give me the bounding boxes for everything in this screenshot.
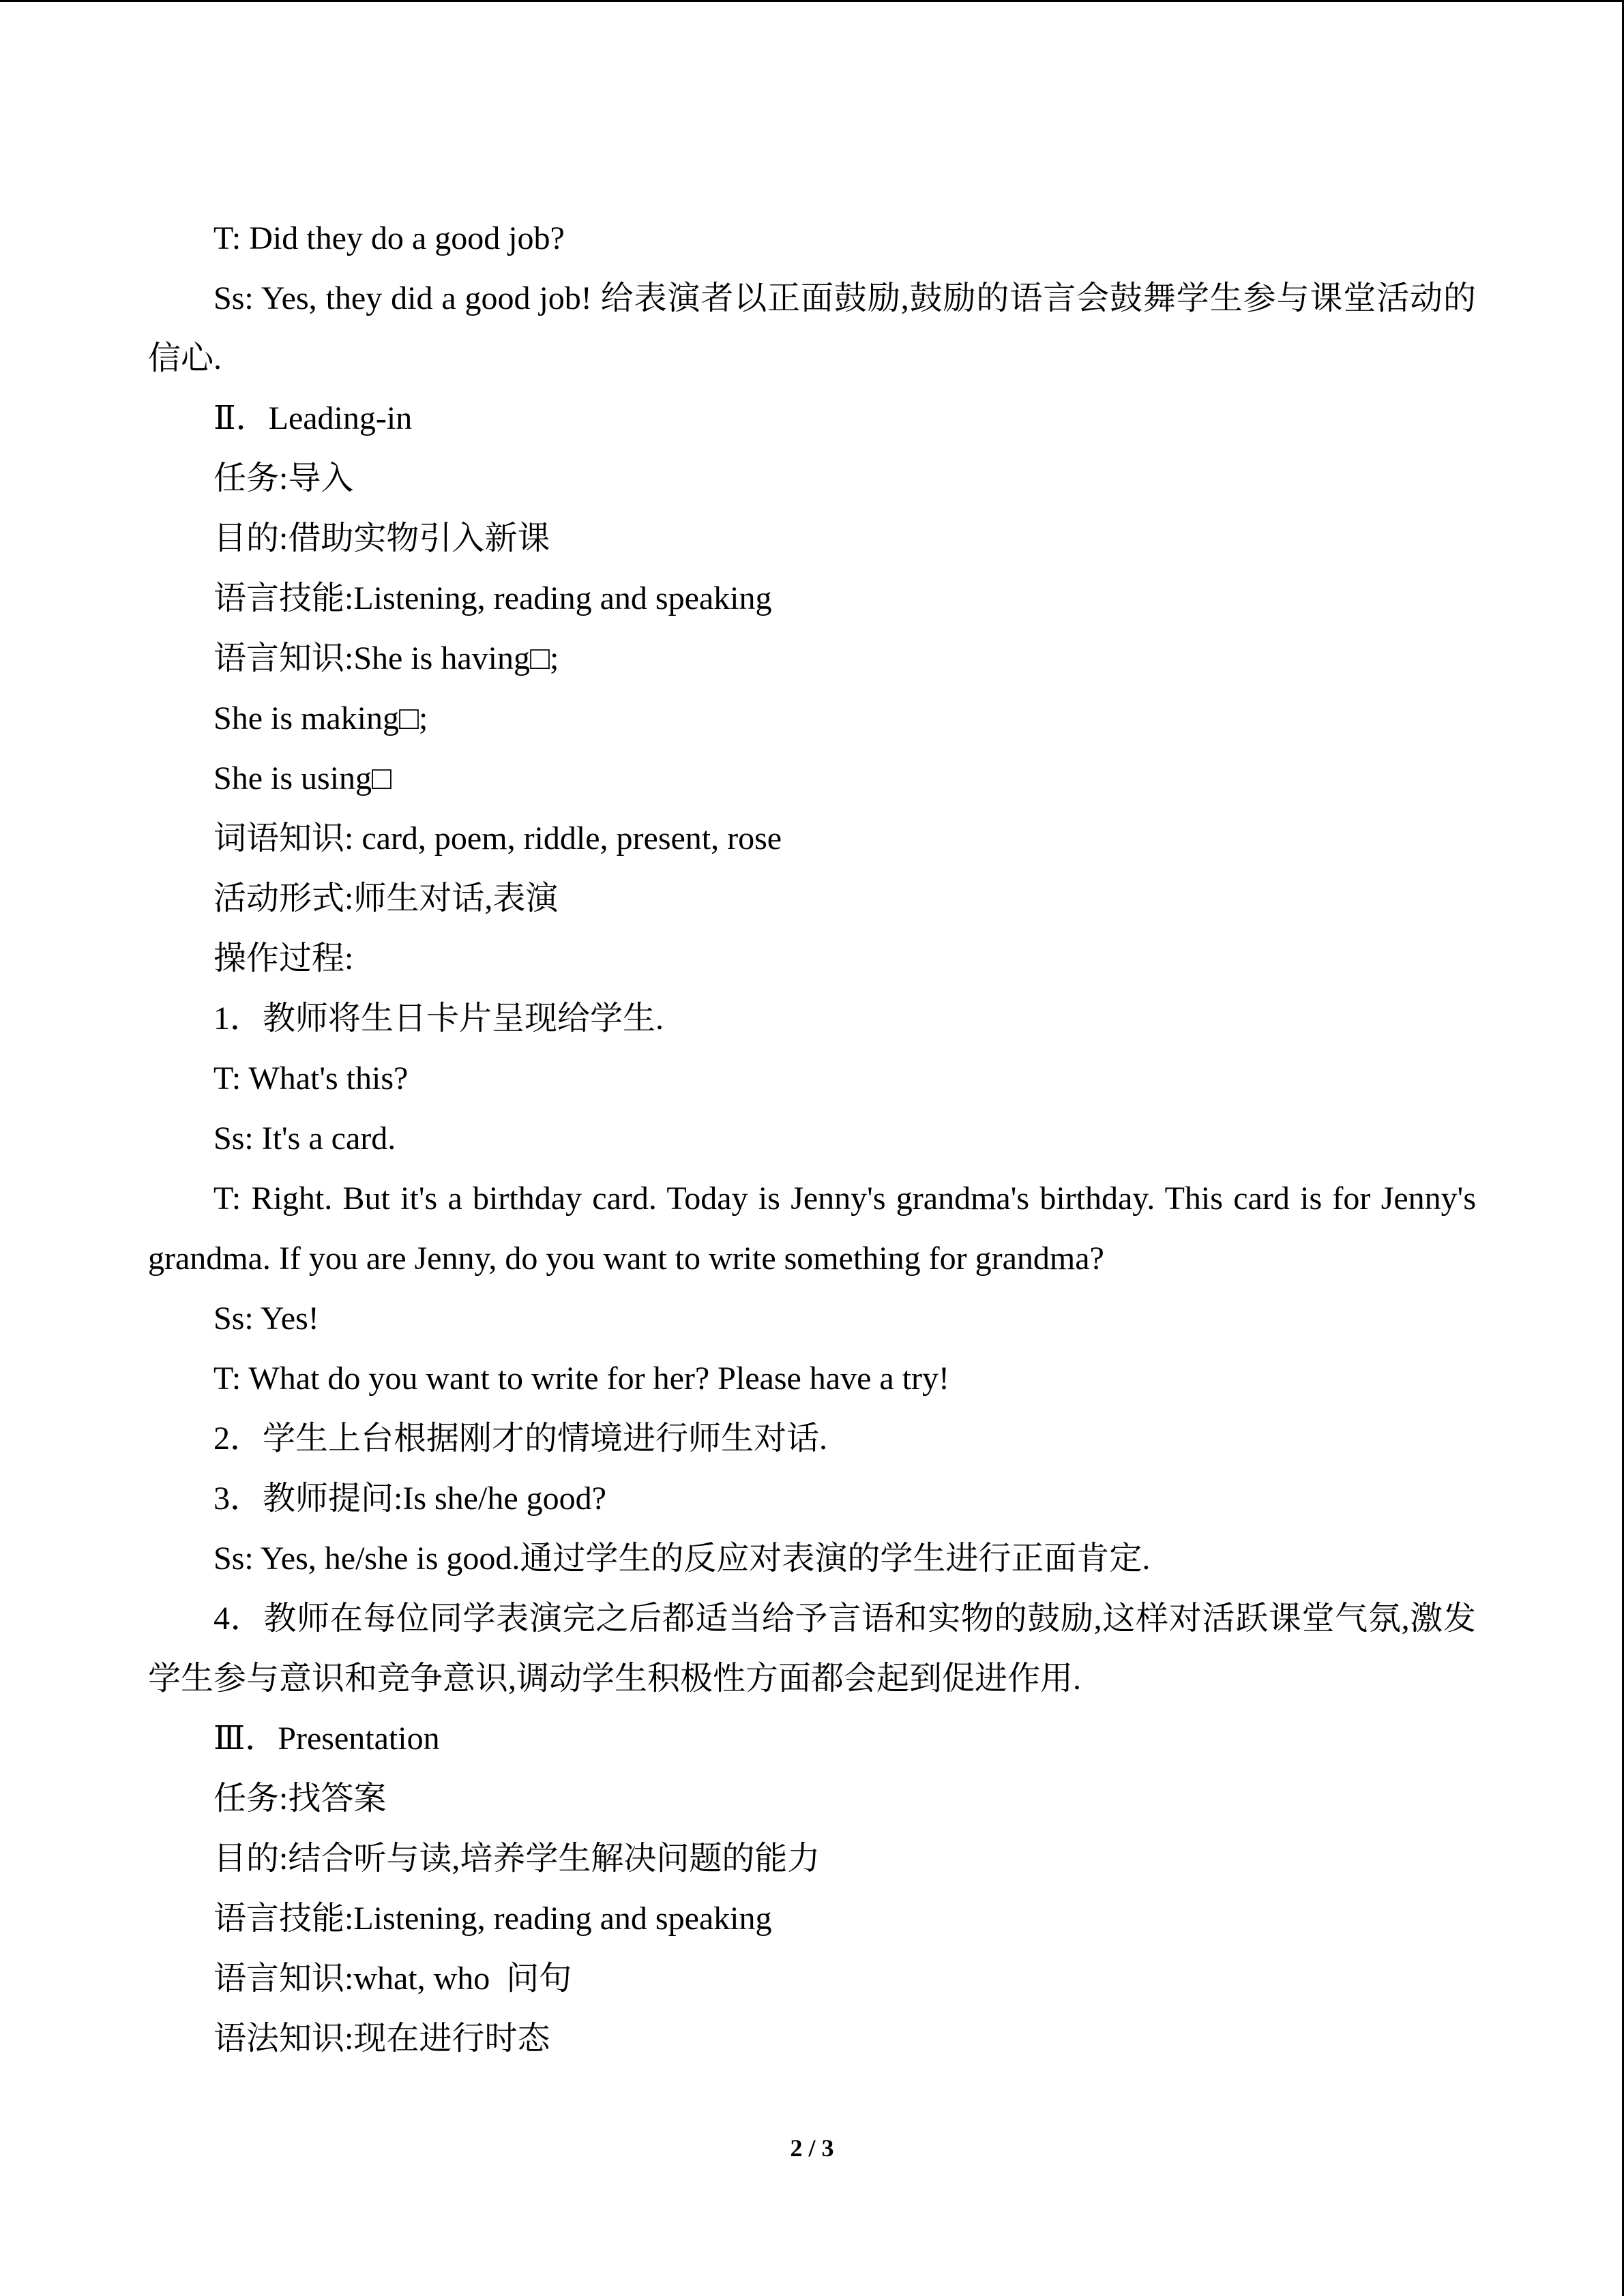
purpose-line: 目的:结合听与读,培养学生解决问题的能力 xyxy=(213,1840,821,1877)
procedure-step-line: 3．教师提问:Is she/he good? xyxy=(213,1480,606,1517)
language-knowledge-line: 语言知识:what, who 问句 xyxy=(213,1960,572,1997)
page-frame-top xyxy=(0,0,1624,2)
students-answer-continuation: 信心. xyxy=(148,340,222,376)
dialogue-line-continuation: grandma. If you are Jenny, do you want to write something for grandma? xyxy=(148,1240,1104,1277)
language-skills-line: 语言技能:Listening, reading and speaking xyxy=(213,1900,772,1937)
page-number: 2 / 3 xyxy=(790,2134,834,2162)
language-knowledge-line: She is making□; xyxy=(213,700,428,736)
language-skills-line: 语言技能:Listening, reading and speaking xyxy=(213,580,772,616)
language-knowledge-line: 语言知识:She is having□; xyxy=(213,640,559,676)
section-heading-leading-in: Ⅱ．Leading-in xyxy=(213,400,413,436)
task-line: 任务:导入 xyxy=(213,460,354,496)
students-answer-line: Ss: Yes, they did a good job! 给表演者以正面鼓励,鼓励的语言会鼓舞学生参与课堂活动的 xyxy=(213,280,1476,316)
dialogue-line: T: What do you want to write for her? Please have a try! xyxy=(213,1360,950,1397)
activity-form-line: 活动形式:师生对话,表演 xyxy=(213,880,559,916)
procedure-label: 操作过程: xyxy=(213,940,354,976)
procedure-step-line: 4．教师在每位同学表演完之后都适当给予言语和实物的鼓励,这样对活跃课堂气氛,激发 xyxy=(213,1600,1476,1637)
procedure-step-line: 1．教师将生日卡片呈现给学生. xyxy=(213,1000,664,1037)
dialogue-line: T: What's this? xyxy=(213,1060,409,1097)
dialogue-line: T: Right. But it's a birthday card. Today is Jenny's grandma's birthday. This card is for Jenny's xyxy=(213,1180,1476,1217)
dialogue-line: Ss: Yes, he/she is good.通过学生的反应对表演的学生进行正面肯定. xyxy=(213,1540,1151,1577)
procedure-step-continuation: 学生参与意识和竞争意识,调动学生积极性方面都会起到促进作用. xyxy=(148,1660,1082,1697)
dialogue-line: Ss: It's a card. xyxy=(213,1120,396,1157)
section-heading-presentation: Ⅲ．Presentation xyxy=(213,1720,440,1757)
document-body xyxy=(148,209,1476,2069)
vocabulary-line: 词语知识: card, poem, riddle, present, rose xyxy=(213,820,782,856)
language-knowledge-line: She is using□ xyxy=(213,760,392,796)
teacher-question-line: T: Did they do a good job? xyxy=(213,220,565,256)
procedure-step-line: 2．学生上台根据刚才的情境进行师生对话. xyxy=(213,1420,828,1457)
task-line: 任务:找答案 xyxy=(213,1780,387,1817)
grammar-knowledge-line: 语法知识:现在进行时态 xyxy=(213,2021,550,2057)
purpose-line: 目的:借助实物引入新课 xyxy=(213,520,550,556)
dialogue-line: Ss: Yes! xyxy=(213,1300,319,1337)
